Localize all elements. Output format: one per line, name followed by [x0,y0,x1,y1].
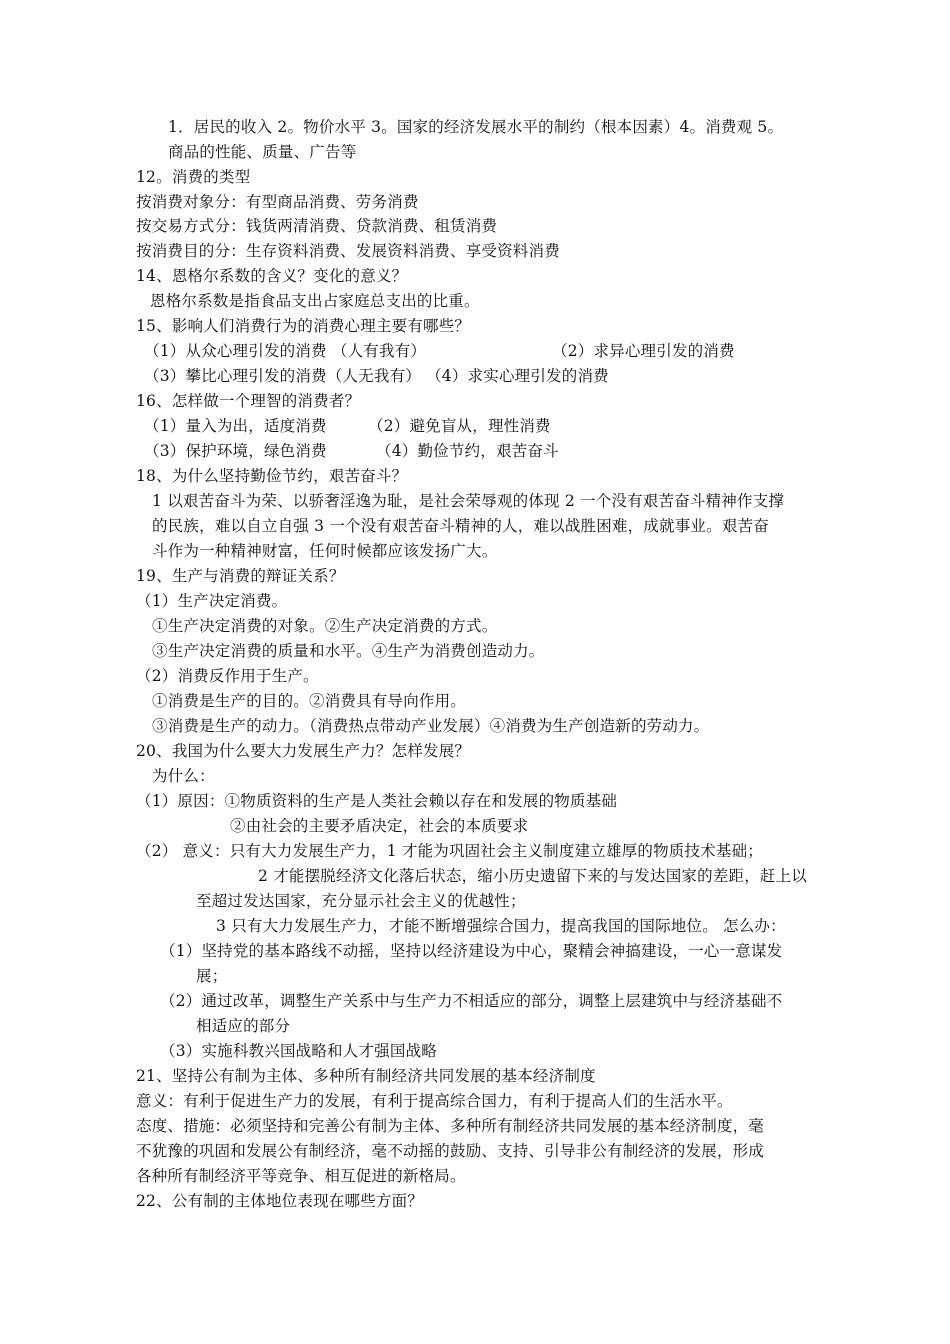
text-line: 3 只有大力发展生产力，才能不断增强综合国力，提高我国的国际地位。 怎么办： [216,917,786,935]
text-line: 展； [196,967,228,985]
text-line: 按消费对象分：有型商品消费、劳务消费 [136,193,419,211]
text-line: 至超过发达国家，充分显示社会主义的优越性； [196,892,526,910]
text-line: 15、影响人们消费行为的消费心理主要有哪些？ [136,317,471,335]
text-line: 1 以艰苦奋斗为荣、以骄奢淫逸为耻，是社会荣辱观的体现 2 一个没有艰苦奋斗精神作支撑 [152,492,785,510]
text-line: （1）原因：①物质资料的生产是人类社会赖以存在和发展的物质基础 [136,792,618,810]
text-line: （2）消费反作用于生产。 [136,667,319,685]
text-line: 恩格尔系数是指食品支出占家庭总支出的比重。 [150,292,480,310]
text-line: 按消费目的分：生存资料消费、发展资料消费、享受资料消费 [136,242,560,260]
text-line: 19、生产与消费的辩证关系？ [136,567,345,585]
text-line: （3）攀比心理引发的消费（人无我有） （4）求实心理引发的消费 [144,367,609,385]
text-line: 各种所有制经济平等竞争、相互促进的新格局。 [136,1167,466,1185]
text-line: （1）坚持党的基本路线不动摇，坚持以经济建设为中心，聚精会神搞建设，一心一意谋发 [160,942,783,960]
text-line: （4）勤俭节约，艰苦奋斗 [376,442,559,460]
text-line: ③生产决定消费的质量和水平。④生产为消费创造动力。 [152,642,545,660]
text-line: 1．居民的收入 2。物价水平 3。国家的经济发展水平的制约（根本因素）4。消费观 5。 [168,118,784,136]
text-line: 14、恩格尔系数的含义？变化的意义？ [136,267,408,285]
text-line: 相适应的部分 [196,1017,291,1035]
text-line: ①生产决定消费的对象。②生产决定消费的方式。 [152,617,498,635]
text-line: 21、坚持公有制为主体、多种所有制经济共同发展的基本经济制度 [136,1067,596,1085]
text-line: 12。消费的类型 [136,168,251,186]
text-line: 斗作为一种精神财富，任何时候都应该发扬广大。 [152,542,498,560]
text-line: （2） 意义：只有大力发展生产力，1 才能为巩固社会主义制度建立雄厚的物质技术基础； [136,842,763,860]
text-line: （3）实施科教兴国战略和人才强国战略 [160,1042,437,1060]
text-line: 不犹豫的巩固和发展公有制经济，毫不动摇的鼓励、支持、引导非公有制经济的发展，形成 [136,1142,765,1160]
text-line: 态度、措施：必须坚持和完善公有制为主体、多种所有制经济共同发展的基本经济制度，毫 [136,1117,765,1135]
text-line: 20、我国为什么要大力发展生产力？怎样发展？ [136,742,471,760]
text-line: （1）从众心理引发的消费 （人有我有） [144,342,427,360]
text-line: （2）通过改革，调整生产关系中与生产力不相适应的部分，调整上层建筑中与经济基础不 [160,992,783,1010]
text-line: 按交易方式分：钱货两清消费、贷款消费、租赁消费 [136,217,498,235]
text-line: （1）生产决定消费。 [136,592,288,610]
text-line: 商品的性能、质量、广告等 [168,143,357,161]
text-line: ①消费是生产的目的。②消费具有导向作用。 [152,692,467,710]
text-line: 22、公有制的主体地位表现在哪些方面？ [136,1192,424,1210]
text-line: （1）量入为出，适度消费 [144,417,327,435]
text-line: 2 才能摆脱经济文化落后状态，缩小历史遗留下来的与发达国家的差距，赶上以 [258,867,807,885]
text-line: （3）保护环境，绿色消费 [144,442,327,460]
text-line: （2）避免盲从，理性消费 [368,417,551,435]
text-line: ③消费是生产的动力。（消费热点带动产业发展）④消费为生产创造新的劳动力。 [152,717,710,735]
text-line: ②由社会的主要矛盾决定，社会的本质要求 [230,817,529,835]
text-line: 的民族，难以自立自强 3 一个没有艰苦奋斗精神的人，难以战胜困难，成就事业。艰苦奋 [152,517,769,535]
text-line: （2）求异心理引发的消费 [552,342,735,360]
text-line: 意义：有利于促进生产力的发展，有利于提高综合国力，有利于提高人们的生活水平。 [136,1092,733,1110]
text-line: 18、为什么坚持勤俭节约，艰苦奋斗？ [136,467,408,485]
text-line: 16、怎样做一个理智的消费者？ [136,392,361,410]
text-line: 为什么： [152,767,215,785]
